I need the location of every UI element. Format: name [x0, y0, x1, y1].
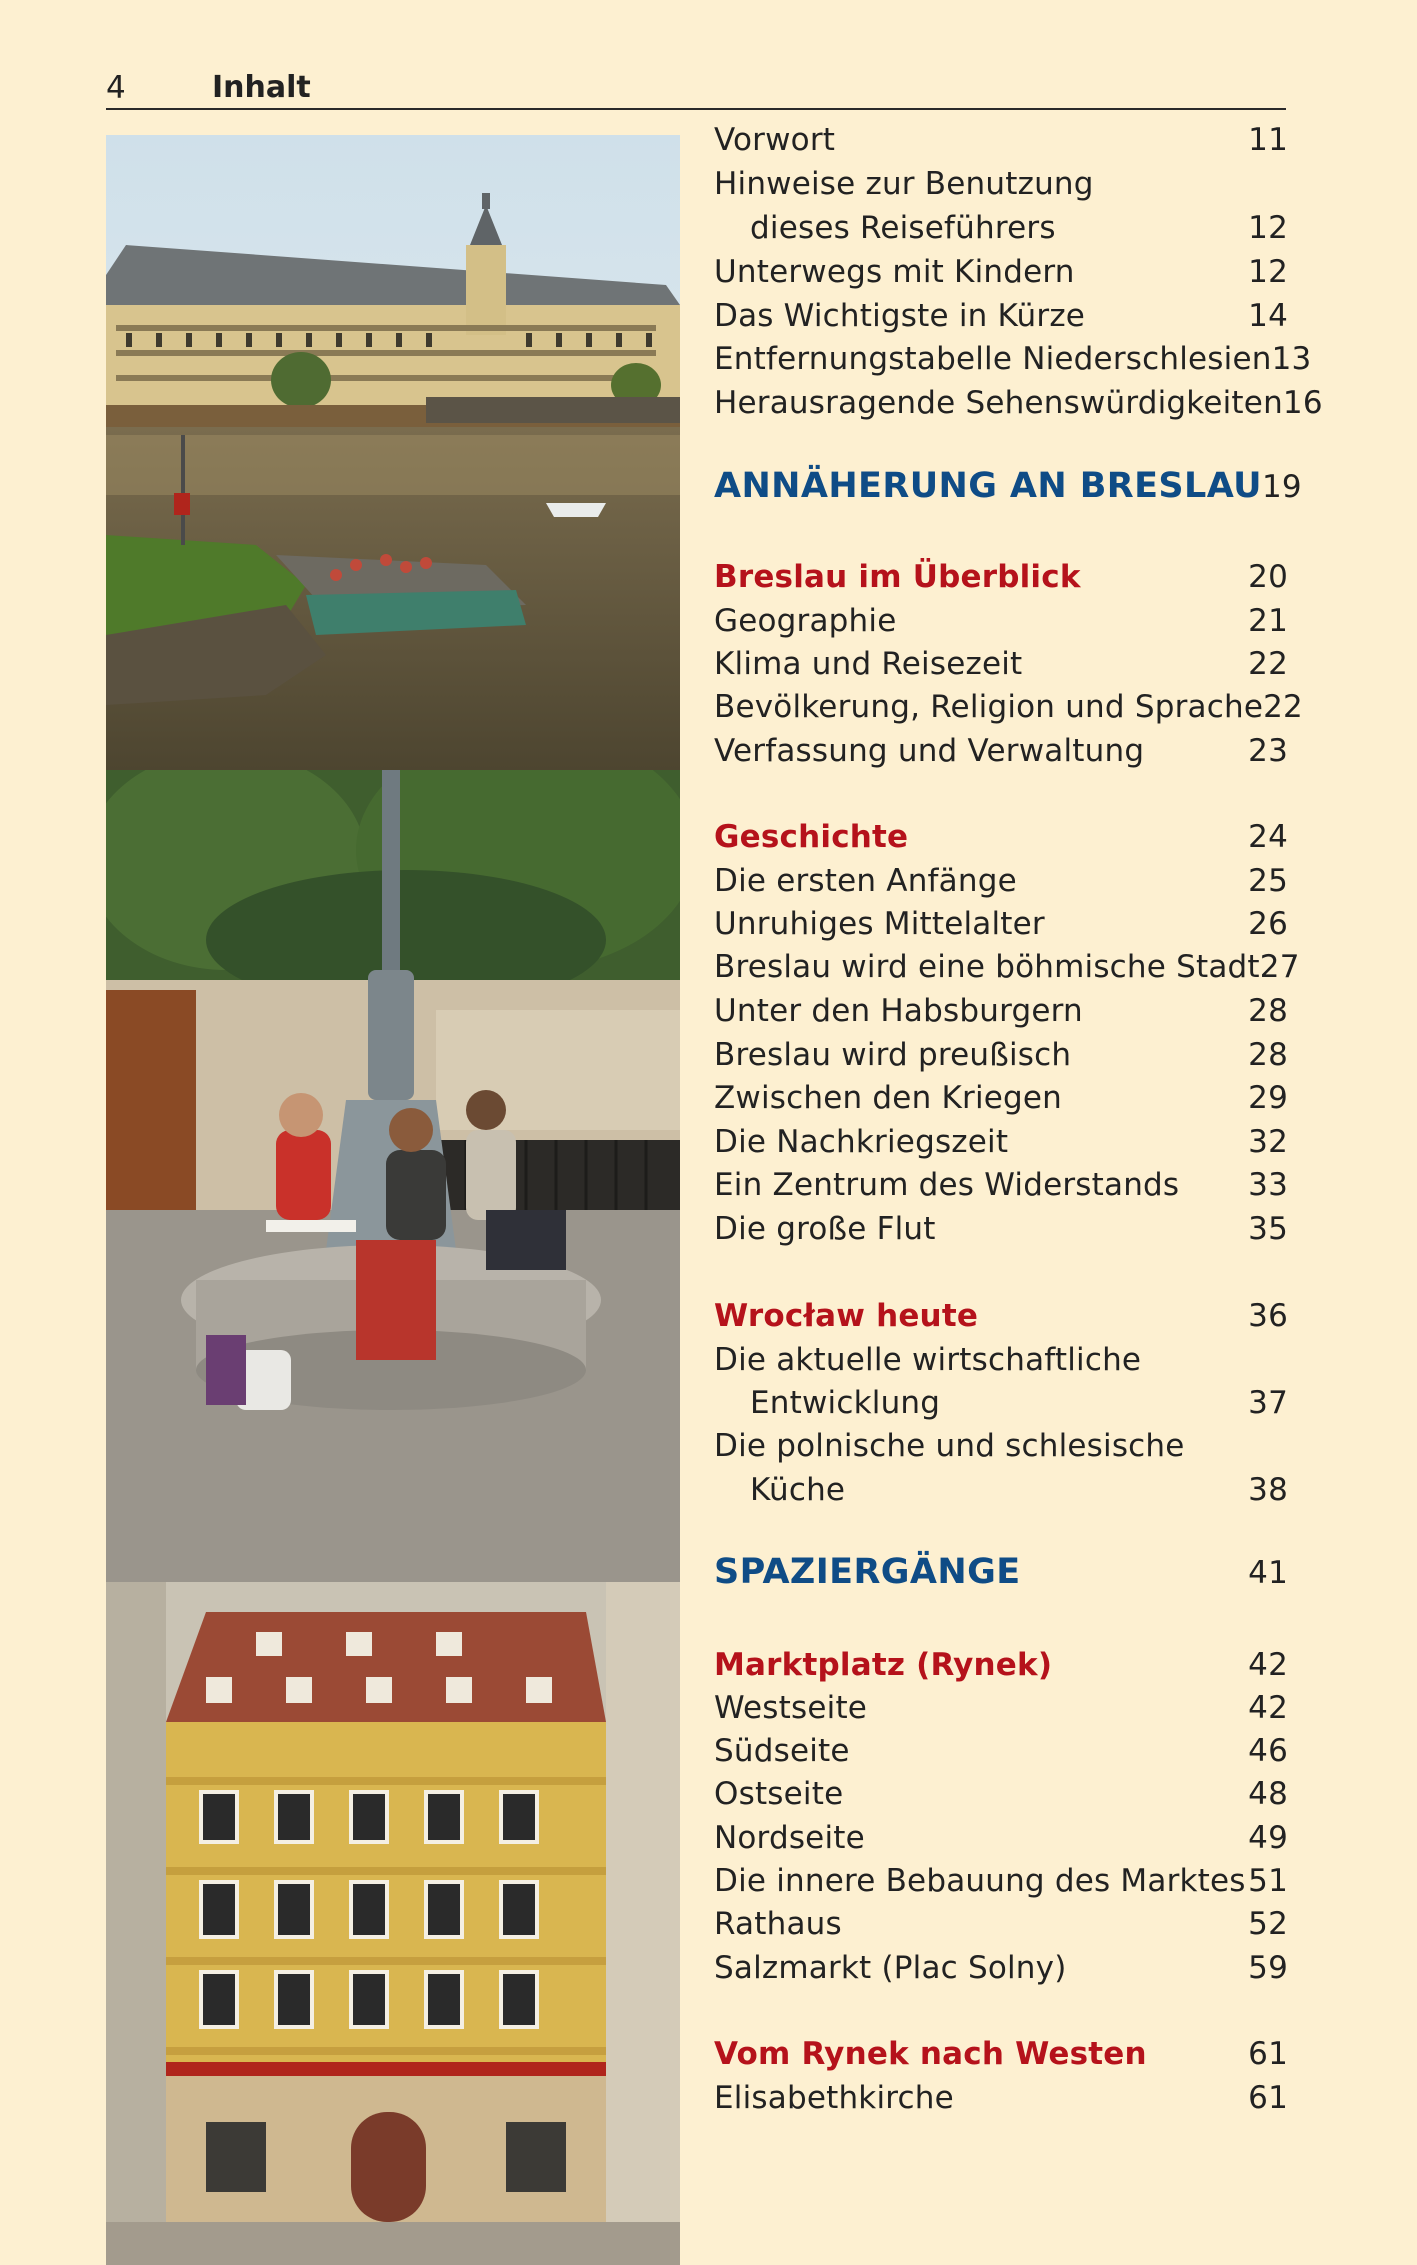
toc-entry-title: Vorwort: [714, 122, 836, 158]
toc-entry-page: 28: [1248, 1037, 1288, 1073]
toc-entry: [714, 819, 1288, 863]
toc-entry-title: Bevölkerung, Religion und Sprache: [714, 689, 1264, 725]
toc-entry: [714, 559, 1288, 603]
toc-entry: [714, 1950, 1288, 1994]
toc-entry-page: 21: [1248, 603, 1288, 639]
toc-entry-page: 51: [1248, 1863, 1288, 1899]
toc-entry-page: 16: [1282, 385, 1323, 421]
toc-entry-page: 12: [1248, 254, 1288, 290]
toc-entry-title: Elisabethkirche: [714, 2080, 954, 2116]
toc-entry: [714, 341, 1312, 385]
toc-entry-page: 61: [1248, 2036, 1288, 2072]
toc-entry-title: dieses Reiseführers: [750, 210, 1056, 246]
toc-entry: [714, 166, 1288, 210]
toc-entry: [714, 2036, 1288, 2080]
toc-entry: [714, 1647, 1288, 1691]
toc-entry-title: Breslau wird preußisch: [714, 1037, 1072, 1073]
toc-entry: [714, 210, 1288, 254]
toc-entry-page: 11: [1248, 122, 1288, 158]
toc-entry: [714, 1342, 1288, 1386]
toc-entry: [714, 1428, 1288, 1472]
toc-entry: [714, 254, 1288, 298]
toc-entry-page: 33: [1248, 1167, 1288, 1203]
toc-entry: [714, 1472, 1288, 1516]
toc-entry-title: Die innere Bebauung des Marktes: [714, 1863, 1246, 1899]
toc-entry-page: 32: [1248, 1124, 1288, 1160]
toc-entry-title: Klima und Reisezeit: [714, 646, 1023, 682]
page-number: 4: [106, 70, 126, 106]
toc-entry: [714, 1298, 1288, 1342]
toc-entry-page: 49: [1248, 1820, 1288, 1856]
university-riverside-photo: [106, 135, 680, 770]
running-head-title: Inhalt: [212, 70, 311, 105]
page-header: [106, 68, 1286, 110]
toc-entry-page: 35: [1248, 1211, 1288, 1247]
toc-entry: [714, 1690, 1288, 1734]
toc-entry-title: Zwischen den Kriegen: [714, 1080, 1063, 1116]
toc-entry: [714, 993, 1288, 1037]
house-facade-photo: [106, 1582, 680, 2265]
toc-entry-page: 26: [1248, 906, 1288, 942]
toc-entry-page: 19: [1261, 469, 1302, 505]
toc-entry-title: Geschichte: [714, 819, 909, 855]
toc-entry: [714, 1776, 1288, 1820]
toc-entry-title: Wrocław heute: [714, 1298, 979, 1334]
toc-entry-title: Verfassung und Verwaltung: [714, 733, 1145, 769]
toc-entry: [714, 1385, 1288, 1429]
toc-entry-title: Entfernungstabelle Niederschlesien: [714, 341, 1272, 377]
toc-entry-title: Westseite: [714, 1690, 868, 1726]
toc-entry-page: 37: [1248, 1385, 1288, 1421]
toc-entry-title: Die polnische und schlesische: [714, 1428, 1185, 1464]
toc-entry-page: 27: [1259, 949, 1300, 985]
toc-entry-title: Breslau im Überblick: [714, 559, 1081, 595]
toc-entry-title: Geographie: [714, 603, 897, 639]
toc-entry: [714, 1906, 1288, 1950]
toc-entry-title: SPAZIERGÄNGE: [714, 1552, 1021, 1592]
toc-entry-title: Marktplatz (Rynek): [714, 1647, 1053, 1683]
toc-entry: [714, 1733, 1288, 1777]
toc-entry-page: 42: [1248, 1647, 1288, 1683]
toc-entry-page: 22: [1248, 646, 1288, 682]
toc-entry: [714, 1167, 1288, 1211]
toc-entry: [714, 906, 1288, 950]
toc-entry-page: 29: [1248, 1080, 1288, 1116]
toc-entry-title: Die große Flut: [714, 1211, 936, 1247]
toc-entry-title: Vom Rynek nach Westen: [714, 2036, 1147, 2072]
toc-entry: [714, 122, 1288, 166]
toc-entry: [714, 949, 1300, 993]
toc-entry-page: 52: [1248, 1906, 1288, 1942]
toc-entry-title: Unruhiges Mittelalter: [714, 906, 1045, 942]
students-sketching-photo: [106, 770, 680, 1582]
toc-entry-title: ANNÄHERUNG AN BRESLAU: [714, 466, 1262, 506]
toc-entry: [714, 1552, 1288, 1596]
toc-entry-page: 14: [1248, 298, 1288, 334]
toc-entry-title: Ein Zentrum des Widerstands: [714, 1167, 1180, 1203]
toc-entry: [714, 733, 1288, 777]
toc-entry-title: Südseite: [714, 1733, 850, 1769]
photo-column: [106, 135, 680, 2135]
toc-entry-page: 42: [1248, 1690, 1288, 1726]
toc-entry: [714, 385, 1323, 429]
toc-entry-page: 20: [1248, 559, 1288, 595]
toc-entry: [714, 1037, 1288, 1081]
toc-entry-page: 12: [1248, 210, 1288, 246]
toc-entry: [714, 2080, 1288, 2124]
toc-entry-title: Küche: [750, 1472, 846, 1508]
toc-entry-title: Herausragende Sehenswürdigkeiten: [714, 385, 1283, 421]
toc-entry: [714, 689, 1303, 733]
toc-entry-title: Rathaus: [714, 1906, 842, 1942]
toc-entry: [714, 603, 1288, 647]
toc-entry-title: Breslau wird eine böhmische Stadt: [714, 949, 1260, 985]
toc-entry-title: Unter den Habsburgern: [714, 993, 1083, 1029]
toc-entry-title: Salzmarkt (Plac Solny): [714, 1950, 1067, 1986]
toc-entry-title: Die Nachkriegszeit: [714, 1124, 1009, 1160]
toc-entry-title: Ostseite: [714, 1776, 844, 1812]
toc-entry-page: 25: [1248, 863, 1288, 899]
toc-entry: [714, 1124, 1288, 1168]
toc-entry-title: Entwicklung: [750, 1385, 941, 1421]
toc-entry: [714, 1211, 1288, 1255]
toc-entry-title: Nordseite: [714, 1820, 865, 1856]
toc-entry-title: Die ersten Anfänge: [714, 863, 1017, 899]
toc-entry-page: 38: [1248, 1472, 1288, 1508]
toc-entry-page: 59: [1248, 1950, 1288, 1986]
toc-entry-title: Hinweise zur Benutzung: [714, 166, 1094, 202]
toc-entry-page: 13: [1271, 341, 1312, 377]
toc-entry-page: 46: [1248, 1733, 1288, 1769]
toc-entry-title: Unterwegs mit Kindern: [714, 254, 1075, 290]
toc-entry: [714, 863, 1288, 907]
toc-entry-page: 23: [1248, 733, 1288, 769]
toc-entry: [714, 1820, 1288, 1864]
toc-entry-page: 41: [1248, 1555, 1288, 1591]
toc-entry-title: Die aktuelle wirtschaftliche: [714, 1342, 1142, 1378]
toc-entry: [714, 646, 1288, 690]
toc-entry-page: 61: [1248, 2080, 1288, 2116]
toc-entry-page: 48: [1248, 1776, 1288, 1812]
toc-entry: [714, 298, 1288, 342]
toc-entry: [714, 466, 1302, 510]
toc-entry-page: 28: [1248, 993, 1288, 1029]
toc-entry-page: 36: [1248, 1298, 1288, 1334]
toc-entry-title: Das Wichtigste in Kürze: [714, 298, 1086, 334]
toc-entry: [714, 1863, 1288, 1907]
toc-entry-page: 22: [1263, 689, 1303, 725]
toc-entry: [714, 1080, 1288, 1124]
toc-entry-page: 24: [1248, 819, 1288, 855]
